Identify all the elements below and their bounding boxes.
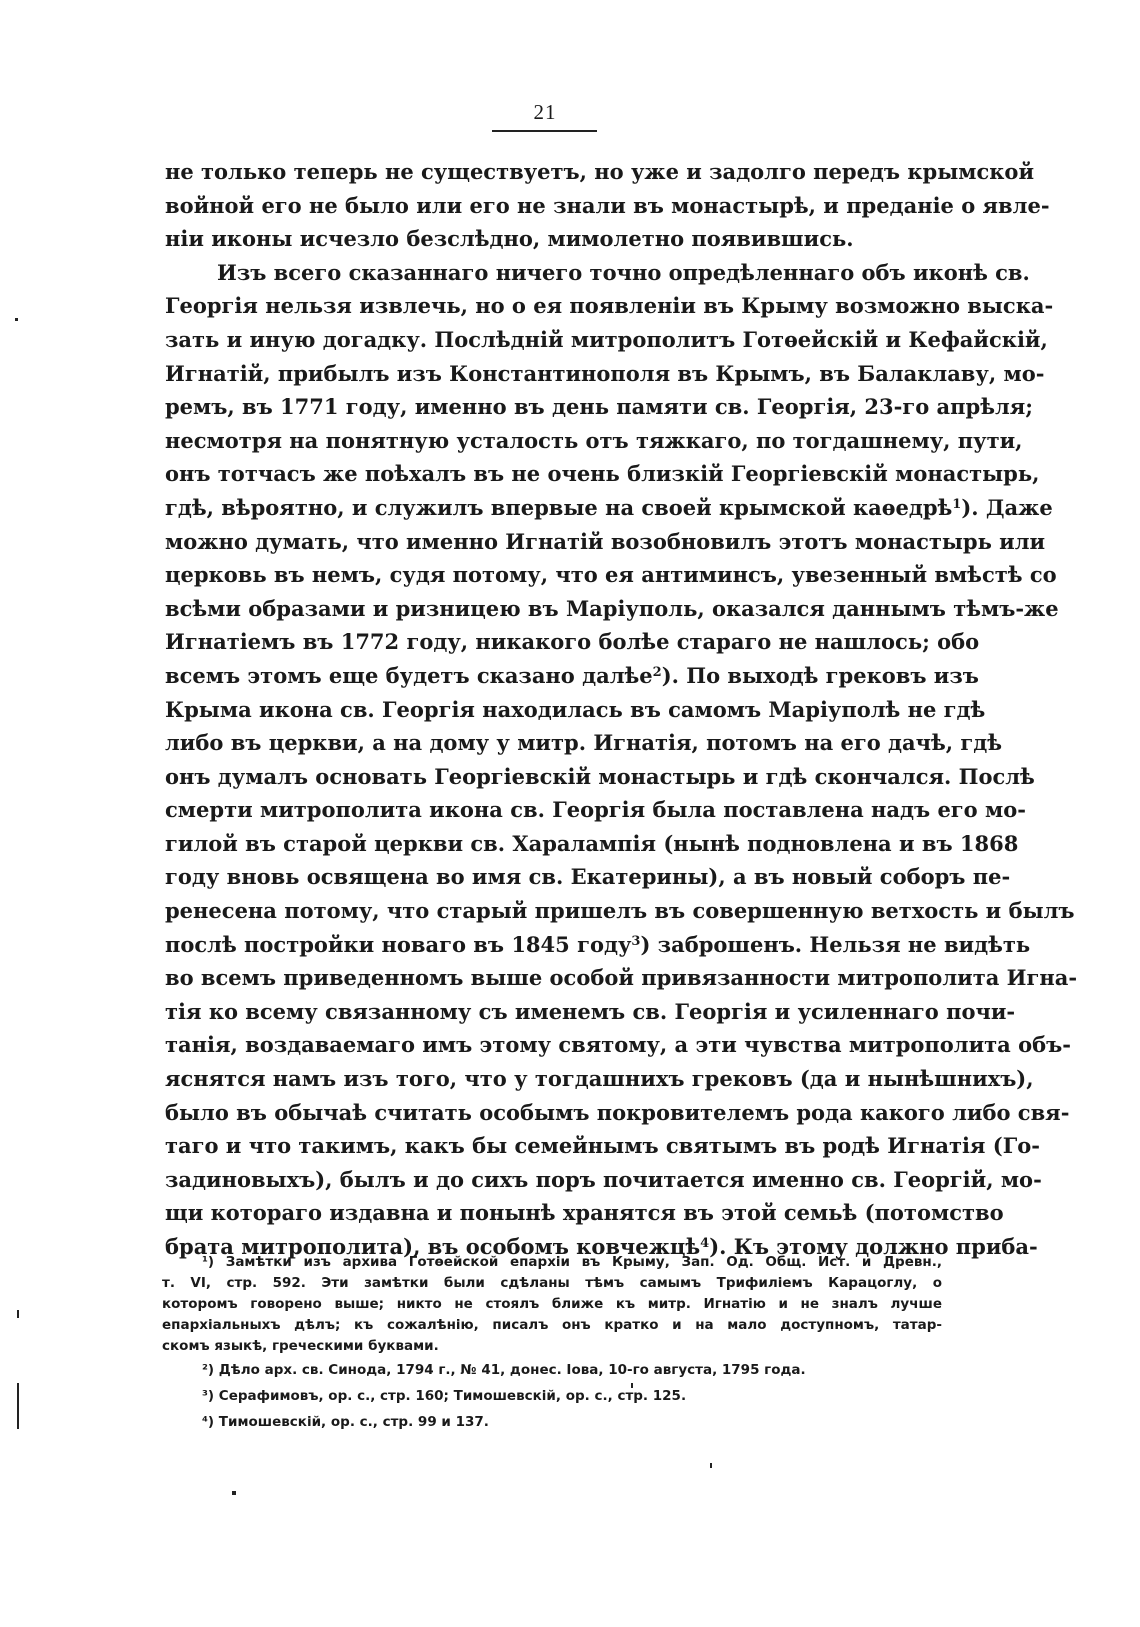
text-line — [165, 827, 1019, 861]
text-line-content: смерти митрополита икона св. Георгія была поставлена надъ его мо- — [165, 797, 1026, 823]
text-line — [165, 693, 986, 727]
footnote-line: т. VI, стр. 592. Эти замѣтки были сдѣланы тѣмъ самымъ Трифиліемъ Карацоглу, о — [162, 1275, 942, 1291]
footnote-line: ³) Серафимовъ, ор. с., стр. 160; Тимошевскій, ор. с., стр. 125. — [202, 1388, 687, 1404]
text-line-content: онъ думалъ основать Георгіевскій монастырь и гдѣ скончался. Послѣ — [165, 763, 1035, 789]
scan-dot — [232, 1491, 236, 1495]
text-line-content: не только теперь не существуетъ, но уже и задолго передъ крымской — [165, 159, 1035, 184]
text-line-content: гилой въ старой церкви св. Харалампія (нынѣ подновлена и въ 1868 — [165, 830, 1019, 856]
text-line-content: всемъ этомъ еще будетъ сказано далѣе — [165, 662, 653, 688]
footnote-line: епархіальныхъ дѣлъ; къ сожалѣнію, писалъ онъ кратко и на мало доступномъ, татар- — [162, 1317, 942, 1333]
text-line — [165, 625, 980, 659]
text-line — [165, 1062, 1034, 1096]
text-line — [165, 491, 1053, 525]
text-line-content: Георгія нельзя извлечь, но о ея появленіи въ Крыму возможно выска- — [165, 293, 1054, 319]
text-line — [165, 726, 1003, 760]
text-line — [165, 558, 1057, 592]
text-line — [165, 928, 1031, 962]
text-line-content: тія ко всему связанному съ именемъ св. Георгія и усиленнаго почи- — [165, 998, 1016, 1024]
footnote-marker: 2 — [652, 664, 662, 680]
footnote-marker: 4 — [700, 1236, 710, 1251]
text-line-content: году вновь освящена во имя св. Екатерины), а въ новый соборъ пе- — [165, 864, 1011, 890]
text-line — [165, 592, 1059, 626]
text-line-content: онъ тотчасъ же поѣхалъ въ не очень близкій Георгіевскій монастырь, — [165, 461, 1040, 487]
footnote-marker: 3 — [631, 933, 641, 949]
text-line-continuation: ). Къ этому должно приба- — [709, 1234, 1038, 1259]
text-line-content: несмотря на понятную усталость отъ тяжкаго, по тогдашнему, пути, — [165, 427, 1023, 453]
main-text — [165, 155, 1078, 1264]
text-line-content: войной его не было или его не знали въ монастырѣ, и преданіе о явле- — [165, 192, 1050, 218]
text-line — [165, 222, 943, 256]
text-line-content: брата митрополита), въ особомъ ковчежцѣ — [165, 1234, 701, 1259]
text-line-content: послѣ постройки новаго въ 1845 году — [165, 931, 632, 957]
text-line-content: танія, воздаваемаго имъ этому святому, а эти чувства митрополита объ- — [165, 1032, 1071, 1058]
text-line — [165, 659, 979, 693]
text-line-content: ніи иконы исчезло безслѣдно, мимолетно появившись. — [165, 226, 854, 252]
text-line-content: ренесена потому, что старый пришелъ въ совершенную ветхость и былъ — [165, 898, 1075, 924]
text-line-content: задиновыхъ), былъ и до сихъ поръ почитается именно св. Георгій, мо- — [165, 1166, 1042, 1192]
page-number: 21 — [533, 100, 557, 124]
text-line — [165, 793, 1026, 827]
text-line-content: Игнатій, прибылъ изъ Константинополя въ Крымъ, въ Балаклаву, мо- — [165, 360, 1045, 386]
text-line — [165, 390, 1034, 424]
text-line-content: либо въ церкви, а на дому у митр. Игнатія, потомъ на его дачѣ, гдѣ — [165, 730, 1003, 756]
text-line-content: Игнатіемъ въ 1772 году, никакого болѣе стараго не нашлось; обо — [165, 629, 980, 655]
text-line — [165, 1028, 1071, 1062]
text-line — [165, 256, 1030, 290]
text-line — [165, 1129, 1040, 1163]
text-line — [165, 525, 1046, 559]
text-line-content: ремъ, въ 1771 году, именно въ день памяти св. Георгія, 23-го апрѣля; — [165, 394, 1034, 420]
text-line — [165, 760, 1035, 794]
margin-line — [17, 1383, 19, 1429]
text-line — [165, 457, 1040, 491]
text-line — [165, 961, 1078, 995]
text-line-content: таго и что такимъ, какъ бы семейнымъ святымъ въ родѣ Игнатія (Го- — [165, 1133, 1040, 1159]
text-line — [165, 1163, 1042, 1197]
text-line — [165, 357, 1045, 391]
text-line — [165, 323, 1048, 357]
text-line-content: во всемъ приведенномъ выше особой привязанности митрополита Игна- — [165, 965, 1078, 991]
text-line-content: церковь въ немъ, судя потому, что ея антиминсъ, увезенный вмѣстѣ со — [165, 562, 1057, 588]
footnote-line: которомъ говорено выше; никто не стоялъ ближе къ митр. Игнатію и не зналъ лучше — [162, 1296, 942, 1312]
text-line-content: можно думать, что именно Игнатій возобновилъ этотъ монастырь или — [165, 528, 1046, 554]
text-line — [165, 1196, 1004, 1230]
text-line-content: было въ обычаѣ считать особымъ покровителемъ рода какого либо свя- — [165, 1099, 1070, 1125]
footnote-line: ²) Дѣло арх. св. Синода, 1794 г., № 41, донес. Іова, 10-го августа, 1795 года. — [202, 1362, 806, 1378]
scan-dot — [710, 1463, 712, 1468]
text-line — [165, 995, 1016, 1029]
text-line-content: всѣми образами и ризницею въ Маріуполь, оказался даннымъ тѣмъ-же — [165, 595, 1059, 621]
text-line-content: зать и иную догадку. Послѣдній митрополитъ Готѳейскій и Кефайскій, — [165, 326, 1048, 352]
page-number-rule — [492, 130, 597, 132]
text-line-continuation: ). Даже — [961, 494, 1053, 520]
margin-dot — [15, 318, 18, 321]
text-line — [165, 894, 1075, 928]
text-line-content: гдѣ, вѣроятно, и служилъ впервые на своей крымской каѳедрѣ — [165, 494, 953, 520]
text-line — [165, 424, 1023, 458]
text-line-content: Крыма икона св. Георгія находилась въ самомъ Маріуполѣ не гдѣ — [165, 696, 986, 722]
text-line-content: щи котораго издавна и понынѣ хранятся въ этой семьѣ (потомство — [165, 1200, 1004, 1226]
text-line-content: Изъ всего сказаннаго ничего точно опредѣленнаго объ иконѣ св. — [217, 259, 1030, 285]
footnote-marker: 1 — [952, 496, 962, 512]
text-line-continuation: ). По выходѣ грековъ изъ — [661, 662, 979, 688]
margin-dash — [17, 1310, 19, 1318]
footnotes — [162, 1252, 942, 1435]
text-line — [165, 289, 1054, 323]
text-line-content: яснятся намъ изъ того, что у тогдашнихъ грековъ (да и нынѣшнихъ), — [165, 1066, 1034, 1092]
text-line — [165, 1096, 1070, 1130]
footnote-line: скомъ языкѣ, греческими буквами. — [162, 1338, 439, 1354]
text-line — [165, 155, 1035, 189]
text-line-continuation: ) заброшенъ. Нельзя не видѣть — [640, 931, 1031, 957]
footnote-line: ⁴) Тимошевскій, ор. с., стр. 99 и 137. — [202, 1414, 489, 1430]
text-line — [165, 860, 1011, 894]
scan-dot — [631, 1383, 633, 1388]
footnote-line: ¹) Замѣтки изъ архива Готѳейской епархіи въ Крыму, Зап. Од. Общ. Ист. и Древн., — [202, 1254, 942, 1270]
text-line — [165, 189, 1050, 223]
